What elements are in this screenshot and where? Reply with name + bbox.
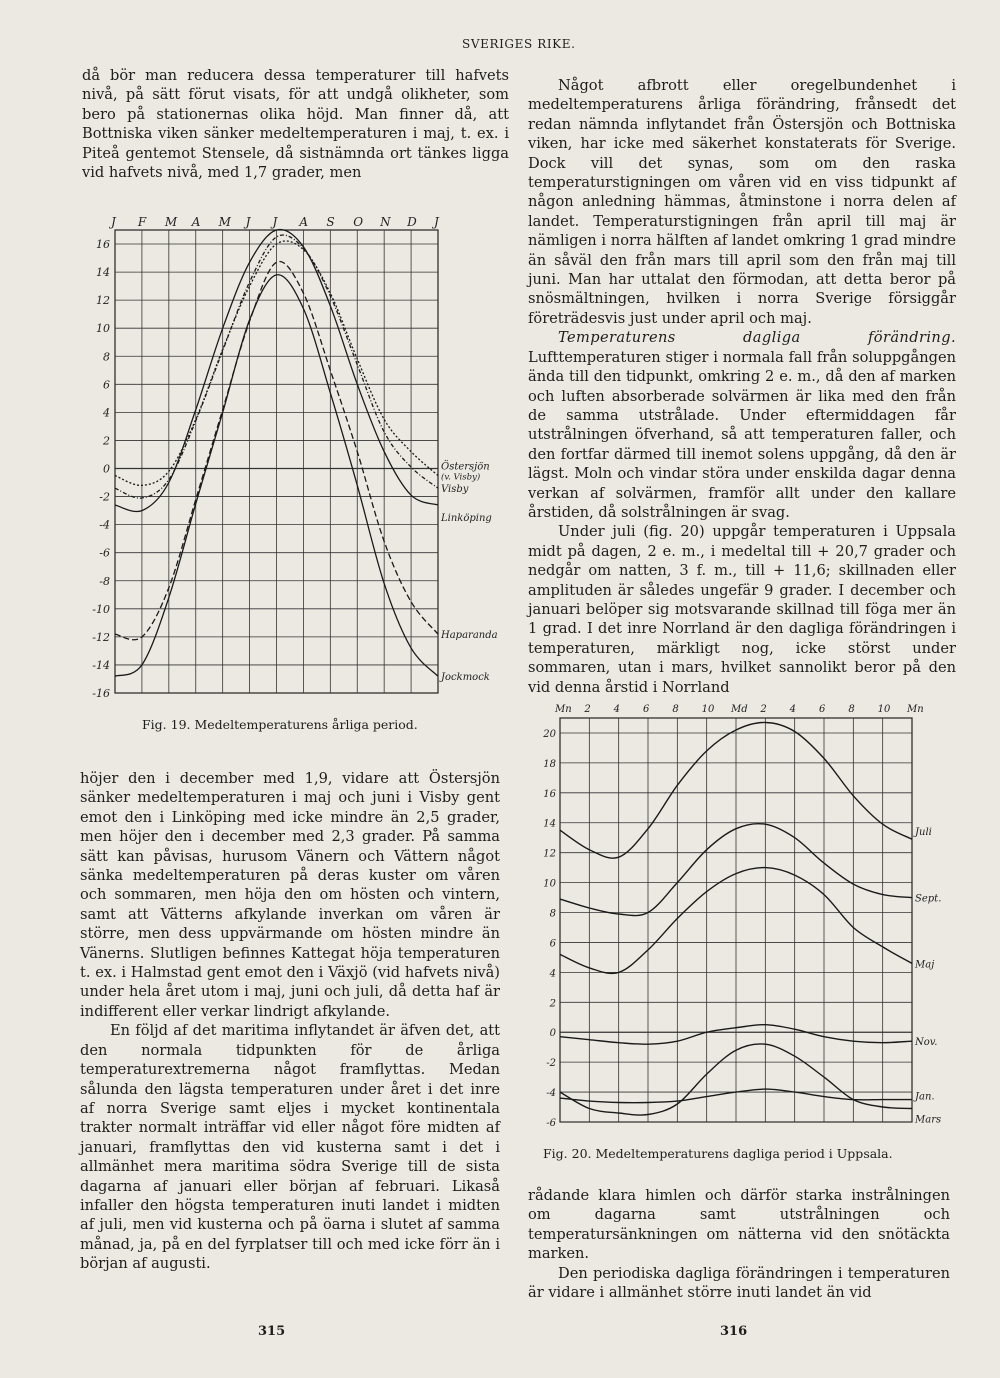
fig19-month-label: S <box>326 215 335 229</box>
fig19-series-label: (v. Visby) <box>441 472 481 483</box>
right-column-bottom <box>528 1186 950 1302</box>
figure-19-chart <box>80 212 550 700</box>
fig19-y-tick-label: -10 <box>92 602 110 616</box>
fig19-series-label: Jockmock <box>441 672 490 684</box>
fig20-y-tick-label: 6 <box>549 938 556 950</box>
fig19-y-tick-label: -6 <box>99 546 110 560</box>
section-heading: Temperaturens dagliga förändring. <box>558 329 956 347</box>
fig20-series-label: Nov. <box>915 1037 938 1049</box>
fig20-hour-label: 10 <box>701 704 715 715</box>
fig20-y-tick-label: -6 <box>546 1118 556 1129</box>
fig20-y-tick-label: 14 <box>543 818 556 830</box>
fig20-hour-label: Md <box>731 704 748 715</box>
page-number-right: 316 <box>720 1324 748 1339</box>
paragraph: Något afbrott eller oregelbundenhet i medeltemperaturens årliga förändring, frånsedt det redan nämnda inflytandet från Östersjön och Bottniska viken, har icke med säkerhet konstaterats för Sverige. Dock vill det synas, som om den raska temperaturstigningen om våren vid en viss tidpunkt af någon anledning hämmas, åtminstone i norra delen af landet. Temperaturstigningen från april till maj är nämligen i norra hälften af landet omkring 1 grad mindre än såväl den från mars till april som den från maj till juni. Man har uttalat den förmodan, att detta beror på snösmältningen, hvilken i norra Sverige försiggår företrädesvis just under april och maj. <box>528 77 956 327</box>
fig20-series-labels <box>913 827 941 1125</box>
fig19-y-tick-label: 2 <box>103 434 110 448</box>
fig20-y-tick-label: 8 <box>549 908 556 920</box>
paragraph <box>528 328 956 522</box>
fig20-hour-label: 6 <box>819 704 826 715</box>
fig19-y-tick-label: 0 <box>103 462 110 476</box>
fig19-y-tick-label: 8 <box>103 350 110 364</box>
page-number-left: 315 <box>258 1324 286 1339</box>
fig20-y-tick-label: 4 <box>549 968 556 980</box>
fig20-hour-label: 8 <box>848 704 855 715</box>
right-column-top <box>528 76 956 697</box>
fig19-y-tick-label: 10 <box>96 322 110 336</box>
fig19-series-label: Visby <box>441 484 469 496</box>
fig19-y-tick-label: 4 <box>103 406 110 420</box>
fig20-hour-label: Mn <box>555 704 572 715</box>
fig19-y-tick-label: -12 <box>92 630 110 644</box>
fig19-month-label: A <box>299 215 309 229</box>
fig20-y-tick-label: 20 <box>543 728 556 740</box>
fig20-series-label: Sept. <box>915 893 942 905</box>
left-column-top <box>82 66 509 182</box>
figure-19-caption: Fig. 19. Medeltemperaturens årliga period. <box>142 717 418 732</box>
fig19-series-label: Haparanda <box>441 630 498 642</box>
fig19-y-tick-label: 6 <box>103 378 110 392</box>
fig20-series-label: Mars <box>915 1114 942 1126</box>
fig20-grid <box>560 718 912 1122</box>
paragraph: Under juli (fig. 20) uppgår temperaturen i Uppsala midt på dagen, 2 e. m., i medeltal till + 20,7 grader och nedgår om natten, 3 f. m., till + 11,6; skillnaden eller amplituden är således ungefär 9 grader. I december och januari belöper sig motsvarande skillnad till föga mer än 1 grad. I det inre Norrland är den dagliga förändringen i temperaturen, märkligt nog, icke störst under sommaren, utan i mars, hvilket sannolikt beror på den vid denna årstid i Norrland <box>528 523 956 696</box>
fig20-hour-label: 2 <box>584 704 591 715</box>
fig20-y-tick-label: -2 <box>546 1058 556 1070</box>
fig19-y-tick-label: -8 <box>99 574 110 588</box>
fig20-y-tick-label: 18 <box>543 758 556 770</box>
fig20-y-tick-labels <box>542 729 556 1129</box>
fig19-series-label: Östersjön <box>441 461 490 473</box>
fig20-hour-label: 8 <box>672 704 679 715</box>
fig20-series-label: Maj <box>915 959 935 971</box>
fig20-y-tick-label: -4 <box>546 1088 556 1100</box>
fig20-y-tick-label: 0 <box>549 1028 556 1040</box>
fig19-y-tick-label: -14 <box>92 658 110 672</box>
fig20-hour-label: 4 <box>613 704 621 715</box>
fig19-month-label: M <box>164 215 178 229</box>
paragraph: Den periodiska dagliga förändringen i temperaturen är vidare i allmänhet större inuti landet än vid <box>528 1264 950 1302</box>
fig19-month-label: J <box>245 215 251 229</box>
left-column-bottom <box>80 769 500 1274</box>
fig20-series-label: Juli <box>915 827 932 839</box>
fig19-month-label: A <box>191 215 201 229</box>
paragraph: En följd af det maritima inflytandet är äfven det, att den normala tidpunkten för de årliga temperaturextremerna något framflyttas. Medan sålunda den lägsta temperaturen under året i det inre af norra Sverige samt eljes i mycket kontinentala trakter normalt inträffar vid eller något före midten af januari, framflyttas den vid kusterna samt i det i allmänhet mera maritima södra Sverige till de sista dagarna af januari eller början af februari. Likaså infaller den högsta temperaturen inuti landet i midten af juli, men vid kusterna och på öarna i slutet af samma månad, ja, på en del fyrplatser till och med icke förr än i början af augusti. <box>80 1022 500 1273</box>
paragraph: då bör man reducera dessa temperaturer till hafvets nivå, på sätt förut visats, för att undgå olikheter, som bero på stationernas olika höjd. Man finner då, att Bottniska viken sänker medeltemperaturen i maj, t. ex. i Piteå gentemot Stensele, då sistnämnda ort tänkes ligga vid hafvets nivå, med 1,7 grader, men <box>82 67 509 182</box>
fig19-month-label: J <box>272 215 278 229</box>
fig19-y-tick-label: -4 <box>99 518 110 532</box>
fig19-y-tick-label: -16 <box>92 687 110 700</box>
fig19-y-tick-label: 12 <box>96 294 110 308</box>
fig19-month-label: J <box>434 215 439 229</box>
fig19-month-label: F <box>137 215 147 229</box>
fig19-month-labels <box>108 215 440 229</box>
running-header: SVERIGES RIKE. <box>462 37 576 51</box>
fig20-hour-label: 10 <box>877 704 891 715</box>
fig19-month-label: J <box>111 215 116 229</box>
fig19-month-label: O <box>353 215 364 229</box>
fig20-series-label: Jan. <box>915 1091 935 1103</box>
paragraph-text: Lufttemperaturen stiger i normala fall från soluppgången ända till den tidpunkt, omkring 2 e. m., då den af marken och luften absorberade solvärmen är lika med den från de samma utstrålade. Under eftermiddagen får utstrålningen öfverhand, så att temperaturen faller, och den fortfar därmed till inemot solens uppgång, då den är lägst. Moln och vindar störa under enskilda dagar denna verkan af solvärmen, framför allt under den kallare årstiden, då solstrålningen är svag. <box>528 348 956 521</box>
figure-20-caption: Fig. 20. Medeltemperaturens dagliga period i Uppsala. <box>543 1146 893 1161</box>
fig20-hour-label: 4 <box>789 704 797 715</box>
paragraph: rådande klara himlen och därför starka instrålningen om dagarna samt utstrålningen och temperatursänkningen om nätterna vid den snötäckta marken. <box>528 1187 950 1263</box>
fig19-y-tick-label: -2 <box>99 490 110 504</box>
fig20-hour-label: 2 <box>760 704 767 715</box>
fig19-series-label: Linköping <box>441 512 492 524</box>
fig20-y-tick-label: 2 <box>549 998 556 1010</box>
fig19-y-tick-label: 16 <box>96 238 110 252</box>
fig20-hour-labels <box>554 704 924 715</box>
fig20-y-tick-label: 16 <box>543 788 556 800</box>
figure-20-chart <box>530 700 960 1130</box>
fig19-month-label: M <box>218 215 231 229</box>
fig20-hour-label: 6 <box>643 704 650 715</box>
fig20-hour-label: Mn <box>907 704 924 715</box>
fig19-y-tick-labels <box>92 238 110 700</box>
fig19-month-label: N <box>380 215 391 229</box>
paragraph: höjer den i december med 1,9, vidare att Östersjön sänker medeltemperaturen i maj och juni i Visby gent emot den i Linköping med icke mindre än 2,5 grader, men höjer den i december med 2,3 grader. På samma sätt kan påvisas, hurusom Vänern och Vättern något sänka medeltemperaturen på deras kuster om våren och sommaren, men höja den om hösten och vintern, samt att Vätterns afkylande inverkan om våren är större, men dess uppvärmande om hösten mindre än Vänerns. Slutligen befinnes Kattegat höja temperaturen t. ex. i Halmstad gent emot den i Växjö (vid hafvets nivå) under hela året utom i maj, juni och juli, då detta haf är indifferent eller verkar lindrigt afkylande. <box>80 770 500 1020</box>
fig19-y-tick-label: 14 <box>96 266 110 280</box>
fig20-y-tick-label: 10 <box>543 878 556 890</box>
fig19-month-label: D <box>407 215 417 229</box>
fig20-y-tick-label: 12 <box>543 848 556 860</box>
fig19-series-labels <box>439 461 498 684</box>
